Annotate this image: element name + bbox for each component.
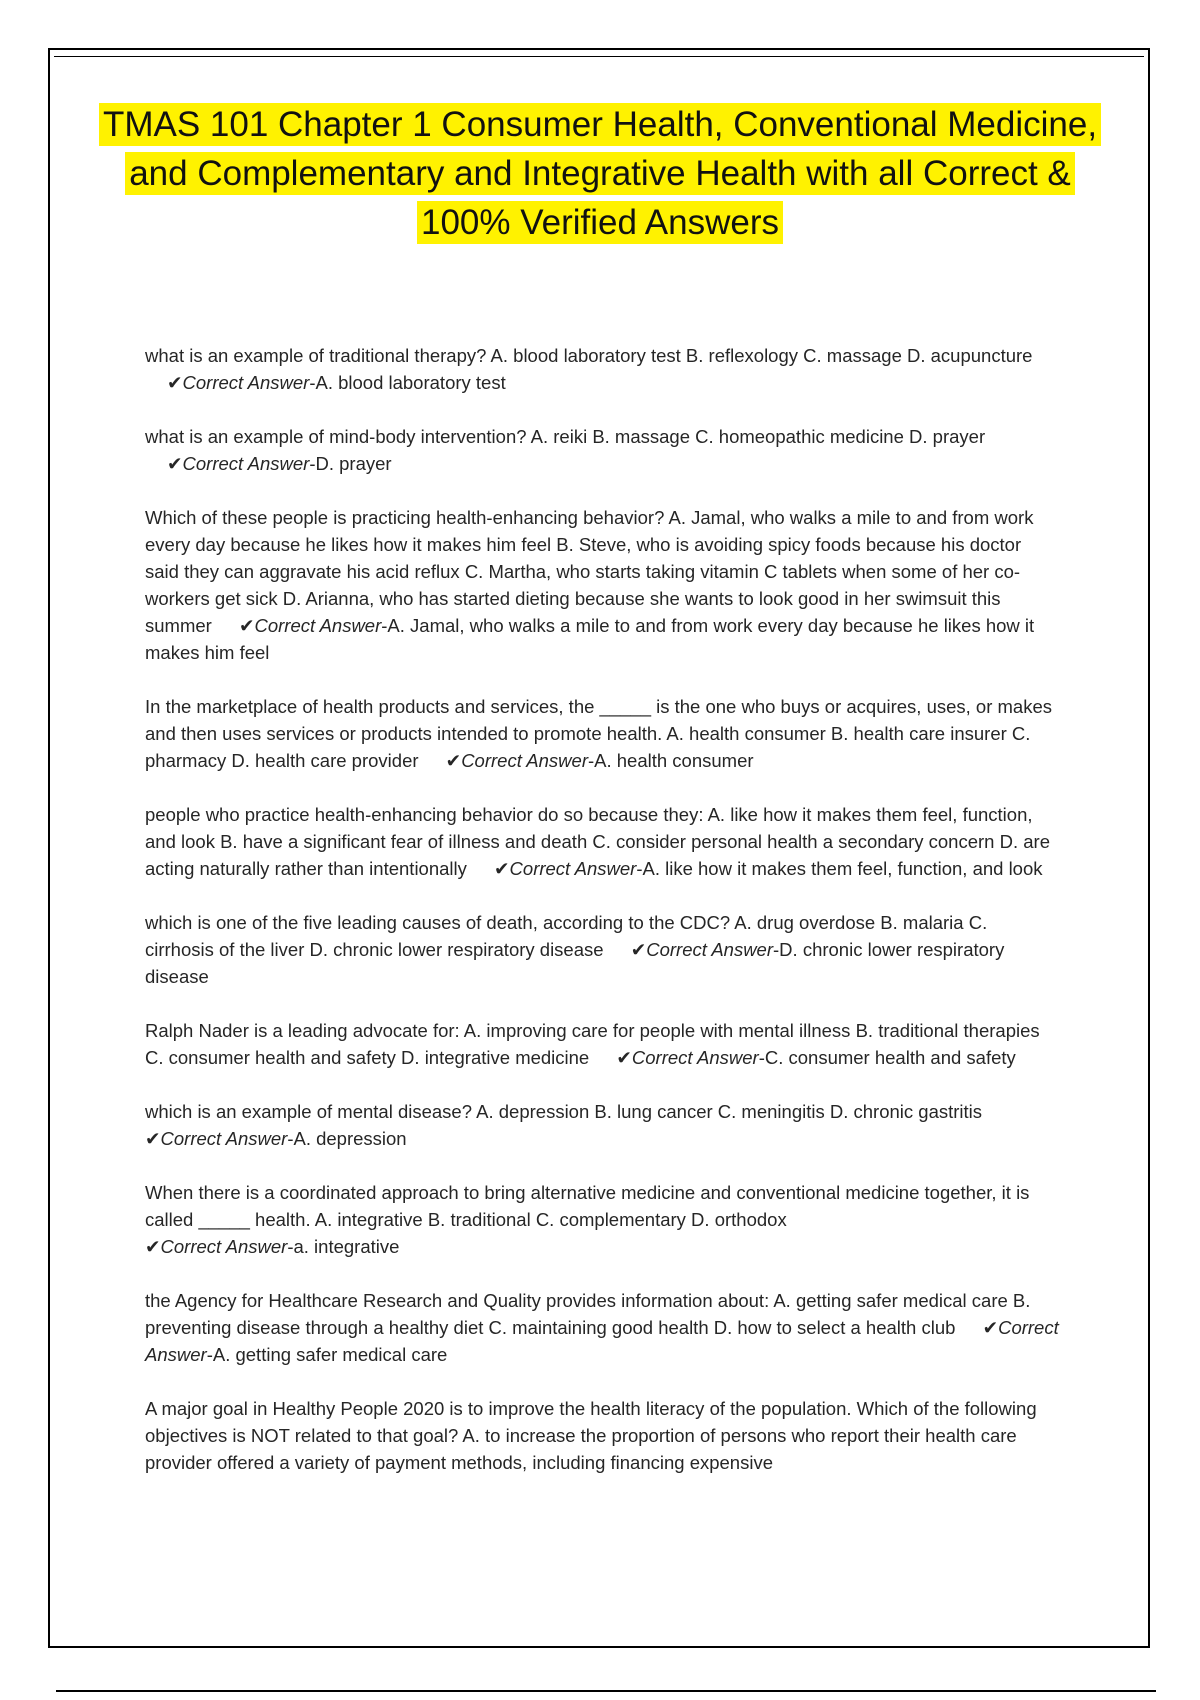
answer-label-text: Correct Answer <box>182 453 310 474</box>
answer-text: -A. blood laboratory test <box>309 372 506 393</box>
answer-label <box>167 453 309 474</box>
question-text: Ralph Nader is a leading advocate for: A. improving care for people with mental illness B. traditional therapies C. consumer health and safety D. integrative medicine <box>145 1020 1040 1068</box>
answer-label <box>167 372 309 393</box>
checkmark-icon: ✔ <box>630 939 647 960</box>
question-text: people who practice health-enhancing behavior do so because they: A. like how it makes them feel, function, and look B. have a significant fear of illness and death C. consider personal health a secondary concern D. are acting naturally rather than intentionally <box>145 804 1050 879</box>
answer-text: -D. chronic lower respiratory disease <box>145 939 1005 987</box>
question-item <box>145 1179 1060 1260</box>
answer-text: -A. getting safer medical care <box>206 1344 448 1365</box>
question-text: what is an example of traditional therapy? A. blood laboratory test B. reflexology C. massage D. acupuncture <box>145 345 1033 366</box>
question-item <box>145 1098 1060 1152</box>
top-rule <box>54 56 1144 57</box>
answer-label <box>145 1128 287 1149</box>
question-item <box>145 1395 1060 1476</box>
answer-text: -a. integrative <box>287 1236 400 1257</box>
answer-label-text: Correct Answer <box>509 858 637 879</box>
answer-label-text: Correct Answer <box>182 372 310 393</box>
answer-label <box>631 939 773 960</box>
question-item <box>145 342 1060 396</box>
question-item <box>145 909 1060 990</box>
answer-label-text: Correct Answer <box>631 1047 759 1068</box>
question-text: what is an example of mind-body intervention? A. reiki B. massage C. homeopathic medicine D. prayer <box>145 426 986 447</box>
answer-text: -A. health consumer <box>587 750 754 771</box>
checkmark-icon: ✔ <box>167 453 183 474</box>
checkmark-icon: ✔ <box>167 372 183 393</box>
checkmark-icon: ✔ <box>145 1128 161 1149</box>
answer-label-text: Correct Answer <box>160 1236 288 1257</box>
question-text: the Agency for Healthcare Research and Quality provides information about: A. getting safer medical care B. preventing disease through a healthy diet C. maintaining good health D. how to select a health club <box>145 1290 1031 1338</box>
bottom-rule <box>56 1690 1156 1692</box>
question-item <box>145 1017 1060 1071</box>
question-text: which is one of the five leading causes of death, according to the CDC? A. drug overdose B. malaria C. cirrhosis of the liver D. chronic lower respiratory disease <box>145 912 988 960</box>
answer-text: -A. depression <box>287 1128 407 1149</box>
page-title: TMAS 101 Chapter 1 Consumer Health, Conventional Medicine, and Complementary and Integrative Health with all Correct & 100% Verified Answers <box>90 100 1110 247</box>
question-item <box>145 693 1060 774</box>
checkmark-icon: ✔ <box>145 1236 161 1257</box>
title-block <box>90 100 1110 247</box>
answer-text: -A. like how it makes them feel, function, and look <box>636 858 1043 879</box>
question-text: which is an example of mental disease? A. depression B. lung cancer C. meningitis D. chronic gastritis <box>145 1101 983 1122</box>
answer-label <box>616 1047 758 1068</box>
checkmark-icon: ✔ <box>616 1047 632 1068</box>
question-item <box>145 801 1060 882</box>
checkmark-icon: ✔ <box>494 858 510 879</box>
answer-label-text: Correct Answer <box>254 615 382 636</box>
question-item <box>145 504 1060 666</box>
answer-text: -D. prayer <box>309 453 392 474</box>
checkmark-icon: ✔ <box>238 615 255 636</box>
question-item <box>145 423 1060 477</box>
answer-label <box>446 750 588 771</box>
answer-label <box>239 615 381 636</box>
checkmark-icon: ✔ <box>445 750 462 771</box>
answer-label-text: Correct Answer <box>461 750 588 771</box>
answer-text: -A. Jamal, who walks a mile to and from work every day because he likes how it makes him feel <box>145 615 1035 663</box>
answer-label-text: Correct Answer <box>646 939 774 960</box>
answer-text: -C. consumer health and safety <box>758 1047 1016 1068</box>
checkmark-icon: ✔ <box>982 1317 999 1338</box>
answer-label-text: Correct Answer <box>145 1317 1059 1365</box>
question-text: A major goal in Healthy People 2020 is to improve the health literacy of the population. Which of the following objectives is NOT related to that goal? A. to increase the proportion of persons who report their health care provider offered a variety of payment methods, including financing expensive <box>145 1398 1037 1473</box>
question-item <box>145 1287 1060 1368</box>
answer-label <box>494 858 636 879</box>
question-text: When there is a coordinated approach to bring alternative medicine and conventional medicine together, it is called _____ health. A. integrative B. traditional C. complementary D. orthodox <box>145 1182 1030 1230</box>
answer-label <box>145 1236 287 1257</box>
question-text: Which of these people is practicing health-enhancing behavior? A. Jamal, who walks a mile to and from work every day because he likes how it makes him feel B. Steve, who is avoiding spicy foods because his doctor said they can aggravate his acid reflux C. Martha, who starts taking vitamin C tablets when some of her co-workers get sick D. Arianna, who has started dieting because she wants to look good in her swimsuit this summer <box>145 507 1034 636</box>
question-list <box>145 342 1060 1503</box>
question-text: In the marketplace of health products and services, the _____ is the one who buys or acquires, uses, or makes and then uses services or products intended to promote health. A. health consumer B. health care insurer C. pharmacy D. health care provider <box>145 696 1053 771</box>
answer-label-text: Correct Answer <box>160 1128 288 1149</box>
